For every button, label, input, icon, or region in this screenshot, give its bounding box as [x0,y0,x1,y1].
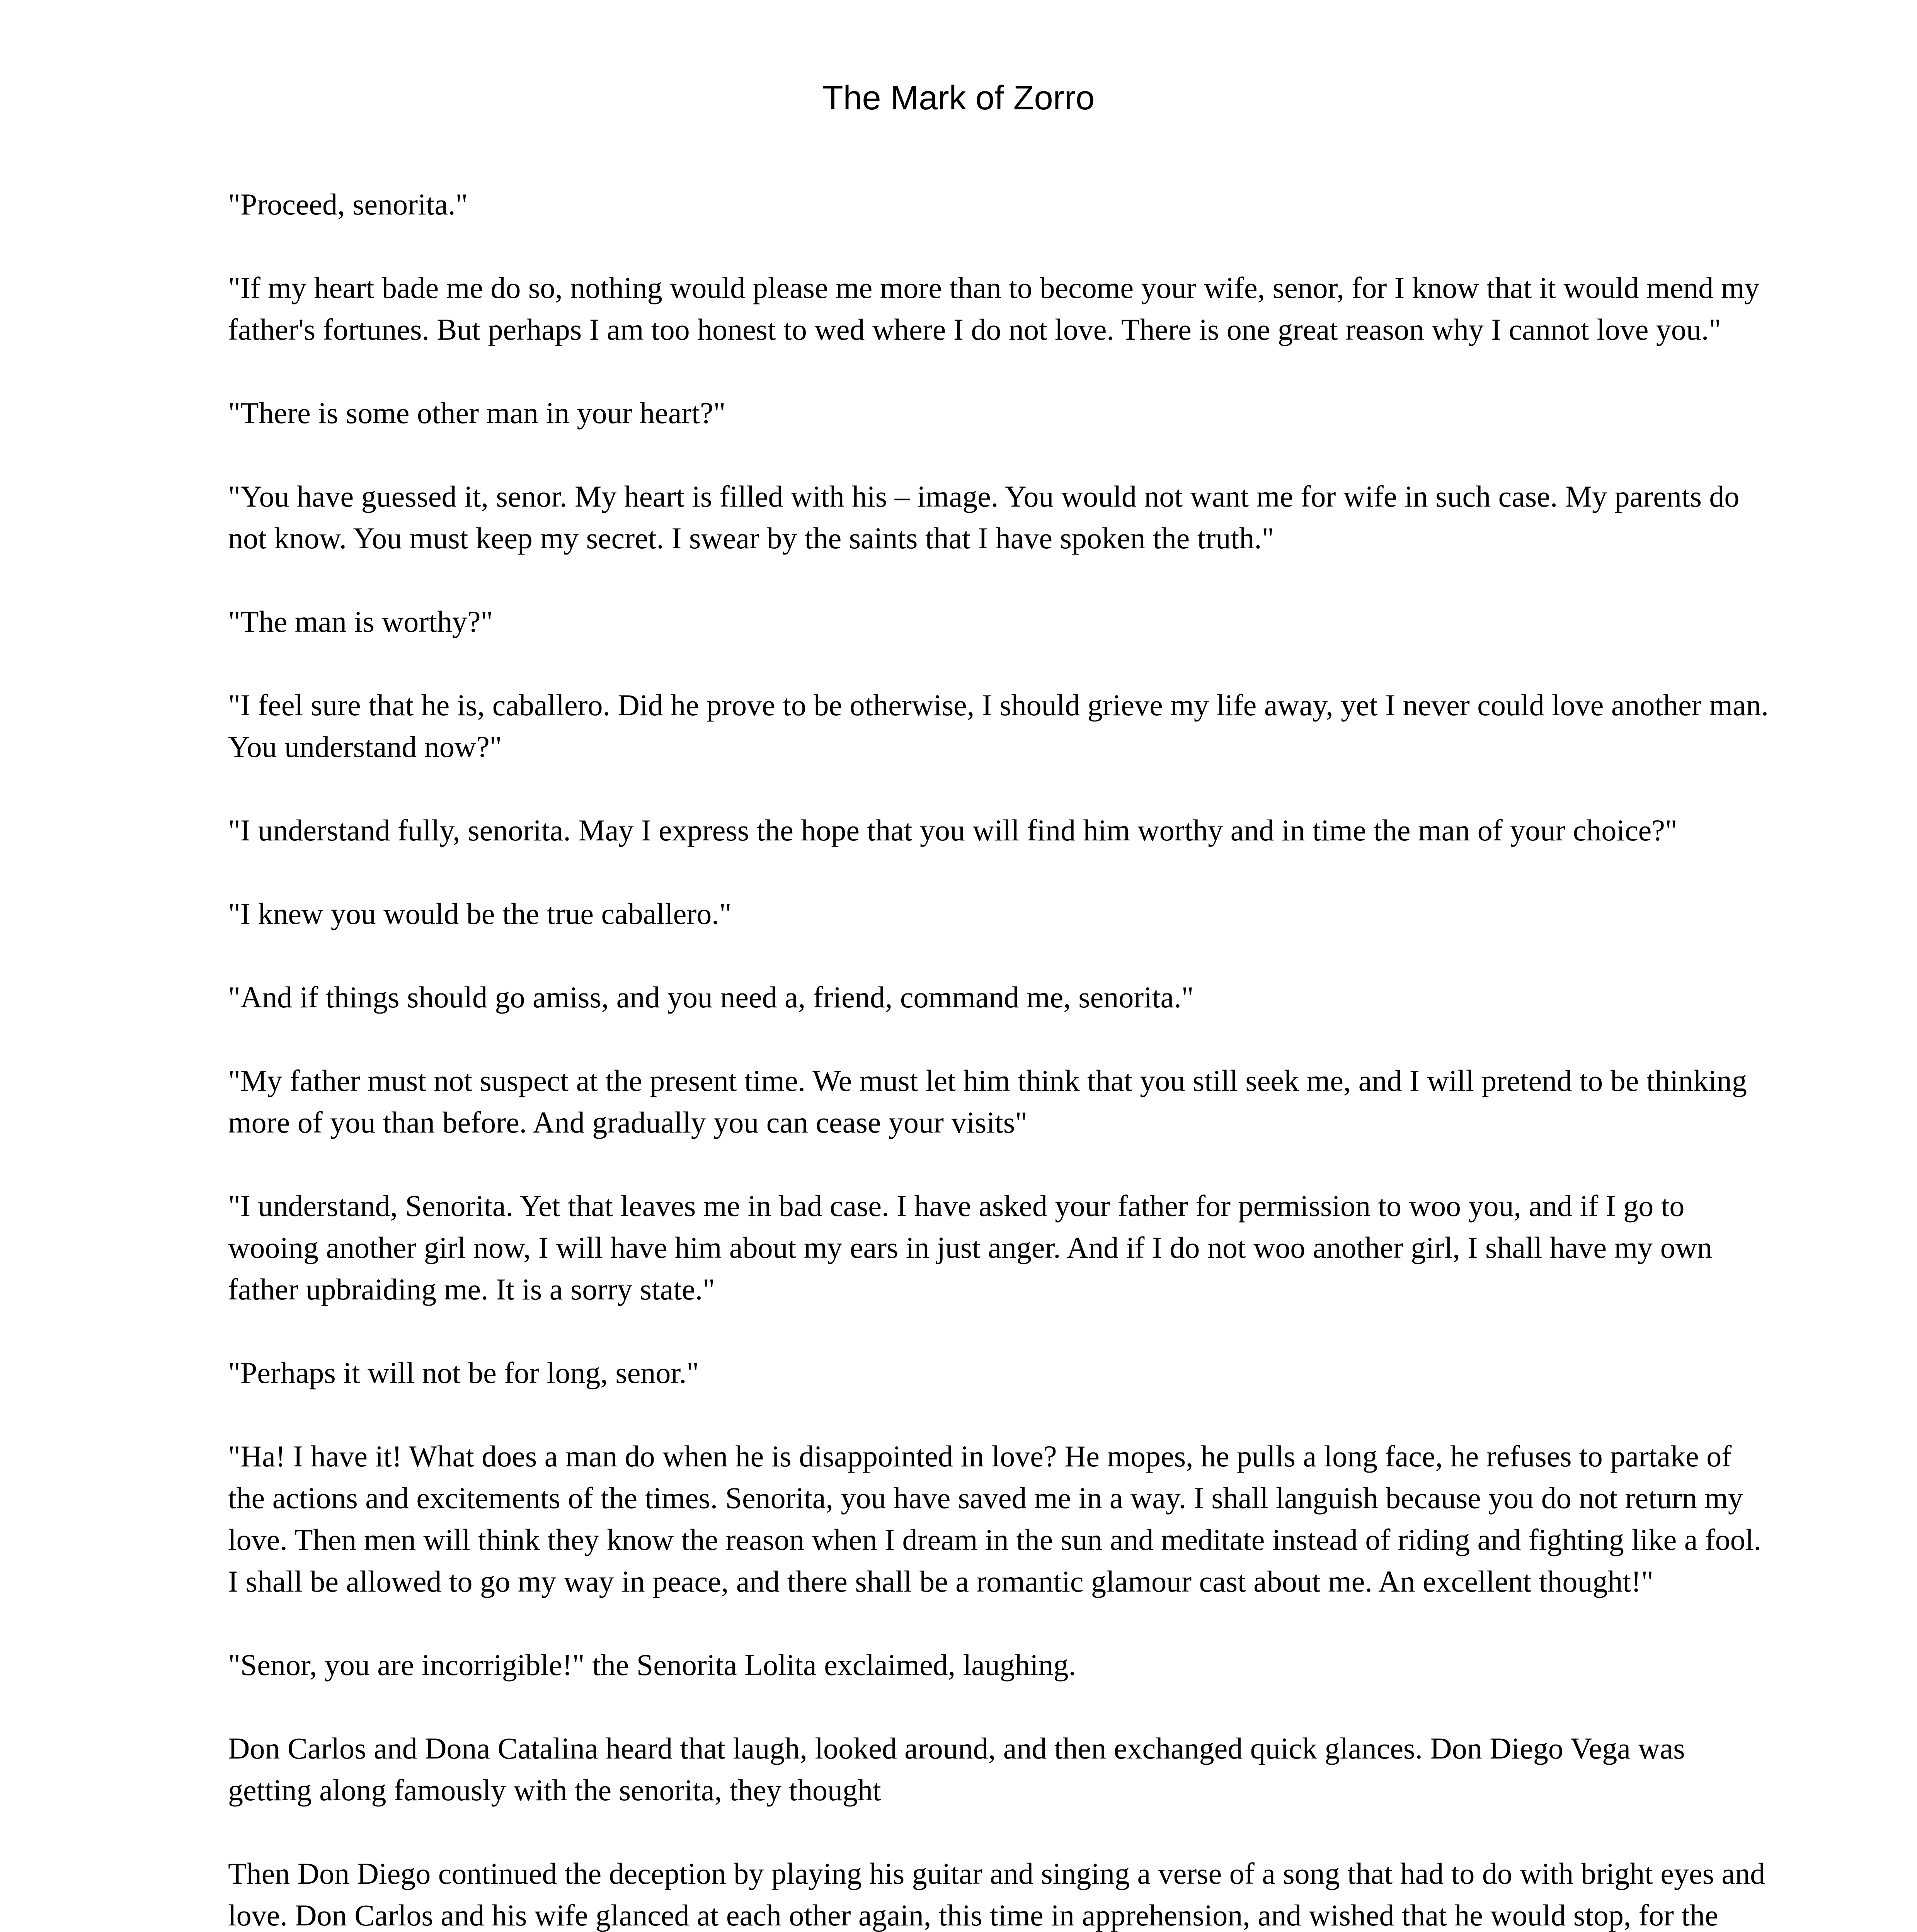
paragraph: Then Don Diego continued the deception by playing his guitar and singing a verse of a song that had to do with bright eyes and love. Don Carlos and his wife glanced at each other again, this time in apprehension, and wished that he would stop, for the [228,1857,1765,1932]
paragraph: "Ha! I have it! What does a man do when he is disappointed in love? He mopes, he pulls a long face, he refuses to partake of the actions and excitements of the times. Senorita, you have saved me in a way. I shall languish because you do not return my love. Then men will think they know the reason when I dream in the sun and meditate instead of riding and fighting like a fool. I shall be allowed to go my way in peace, and there shall be a romantic glamour cast about me. An excellent thought!" [228,1439,1761,1598]
paragraph: "I feel sure that he is, caballero. Did he prove to be otherwise, I should grieve my life away, yet I never could love another man. You understand now?" [228,688,1769,764]
paragraph: "The man is worthy?" [228,605,493,638]
paragraph: "I understand, Senorita. Yet that leaves me in bad case. I have asked your father for permission to woo you, and if I go to wooing another girl now, I will have him about my ears in just anger. And if I do not woo another girl, I shall have my own father upbraiding me. It is a sorry state." [228,1189,1713,1306]
paragraph: "If my heart bade me do so, nothing would please me more than to become your wife, senor, for I know that it would mend my father's fortunes. But perhaps I am too honest to wed where I do not love. There is one great reason why I cannot love you." [228,271,1760,346]
paragraph: "You have guessed it, senor. My heart is filled with his – image. You would not want me for wife in such case. My parents do not know. You must keep my secret. I swear by the saints that I have spoken the truth." [228,480,1740,555]
body-text [228,184,1774,1932]
paragraph: "Senor, you are incorrigible!" the Senorita Lolita exclaimed, laughing. [228,1648,1076,1682]
paragraph: "I knew you would be the true caballero." [228,897,732,930]
paragraph: "Proceed, senorita." [228,187,468,221]
paragraph: "Perhaps it will not be for long, senor." [228,1356,699,1389]
running-title: The Mark of Zorro [822,78,1095,117]
paragraph: "My father must not suspect at the present time. We must let him think that you still seek me, and I will pretend to be thinking more of you than before. And gradually you can cease your visits" [228,1064,1747,1139]
paragraph: "And if things should go amiss, and you need a, friend, command me, senorita." [228,980,1194,1014]
paragraph: "I understand fully, senorita. May I express the hope that you will find him worthy and in time the man of your choice?" [228,813,1677,847]
paragraph: Don Carlos and Dona Catalina heard that laugh, looked around, and then exchanged quick glances. Don Diego Vega was getting along famously with the senorita, they thought [228,1731,1685,1807]
paragraph: "There is some other man in your heart?" [228,396,726,430]
